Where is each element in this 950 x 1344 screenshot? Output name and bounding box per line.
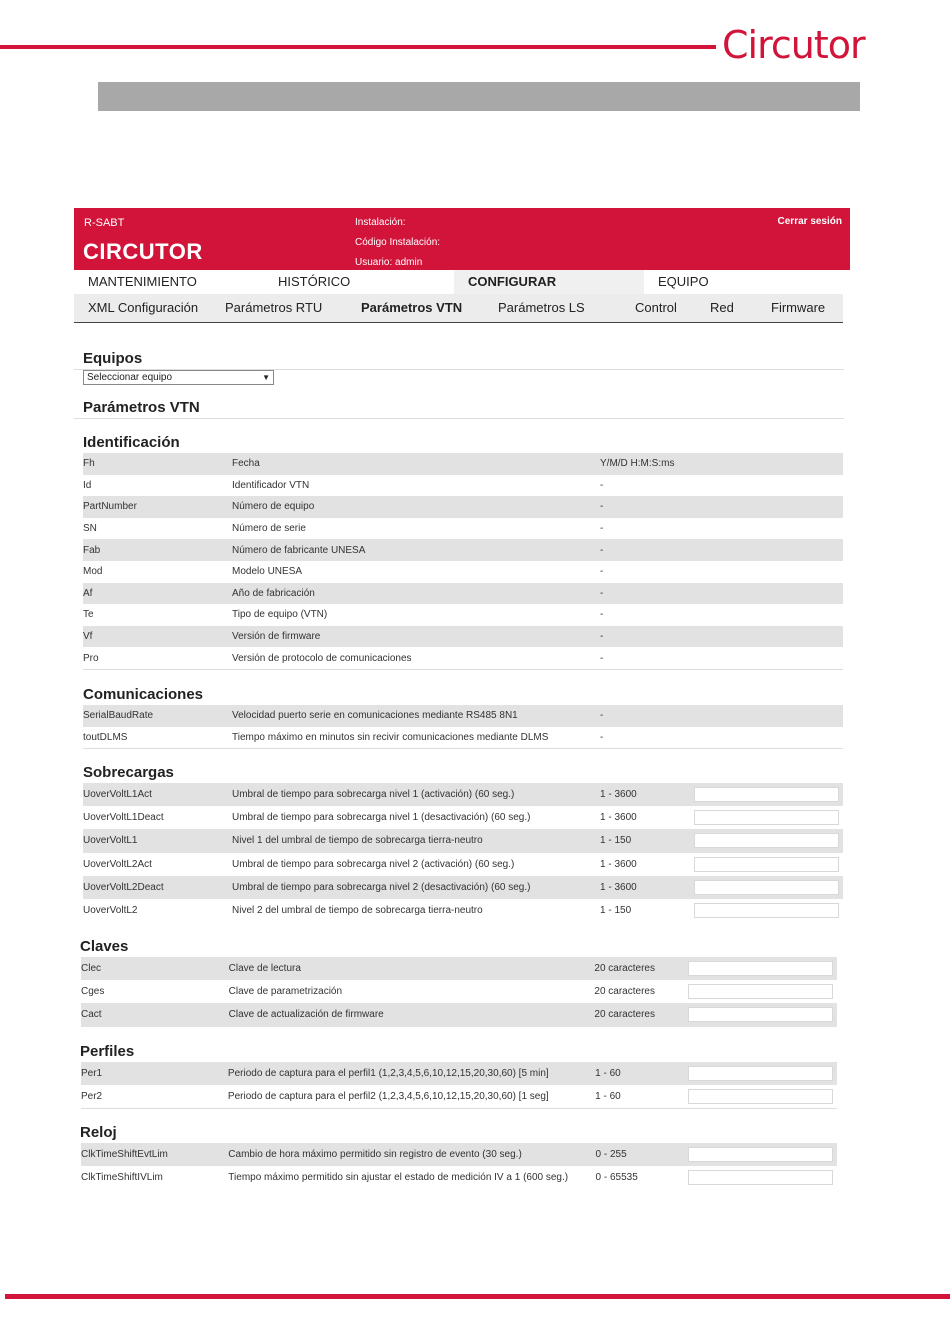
param-value: - [600,705,843,727]
table-row [83,561,843,583]
reloj-table [81,1143,837,1189]
param-value: Y/M/D H:M:S:ms [600,453,843,475]
table-row [81,957,837,980]
param-value: - [600,523,604,535]
param-code: UoverVoltL2Deact [83,876,232,899]
reloj-title: Reloj [80,1124,117,1141]
cges-input[interactable] [688,984,833,999]
param-code: Af [83,583,232,605]
tab-xml-configuracion[interactable]: XML Configuración [88,300,199,315]
table-row [83,783,843,806]
table-row [83,705,843,727]
param-range: 1 - 150 [600,905,632,917]
param-description: Umbral de tiempo para sobrecarga nivel 2 (activación) (60 seg.) [232,858,515,870]
clec-input[interactable] [688,961,833,976]
param-code: SerialBaudRate [83,705,232,727]
table-row [83,727,843,749]
identificacion-title: Identificación [83,434,180,451]
page-title: Parámetros VTN [74,399,844,419]
param-range: 1 - 3600 [600,812,637,824]
param-code: UoverVoltL1 [83,829,232,852]
equipos-section [74,350,844,385]
web-app [74,208,850,323]
param-code: Vf [83,626,232,648]
param-range: 1 - 3600 [600,858,637,870]
param-code: Id [83,479,92,491]
table-row [83,899,843,922]
tab-parametros-rtu[interactable]: Parámetros RTU [225,300,323,315]
claves-table [81,957,837,1027]
param-description: Periodo de captura para el perfil2 (1,2,3,4,5,6,10,12,15,20,30,60) [1 seg] [227,1091,549,1103]
param-description: Umbral de tiempo para sobrecarga nivel 2 (desactivación) (60 seg.) [232,876,600,899]
param-code: Pro [83,652,99,664]
param-range: 0 - 255 [596,1143,689,1166]
param-description: Modelo UNESA [232,566,303,578]
param-value: - [600,583,843,605]
param-description: Número de fabricante UNESA [232,539,600,561]
table-row [83,496,843,518]
param-code: UoverVoltL1Act [83,783,232,806]
table-row [81,1085,837,1109]
param-description: Número de serie [232,523,306,535]
param-code: ClkTimeShiftEvtLim [81,1143,228,1166]
tab-control[interactable]: Control [635,300,677,315]
param-description: Versión de protocolo de comunicaciones [232,652,412,664]
identificacion-section [74,434,844,670]
param-description: Número de equipo [232,496,600,518]
tab-parametros-ls[interactable]: Parámetros LS [498,300,585,315]
uovervoltl1-input[interactable] [694,833,839,848]
installation-code-label: Código Instalación: [355,237,441,248]
param-code: Clec [81,957,229,980]
equipos-title: Equipos [74,350,844,370]
param-code: Per2 [81,1091,103,1103]
param-description: Identificador VTN [232,479,310,491]
perfiles-section [70,1043,840,1109]
param-value: - [600,539,843,561]
comunicaciones-title: Comunicaciones [83,686,204,703]
identificacion-table [83,453,843,670]
table-row [83,876,843,899]
param-description: Clave de parametrización [228,986,343,998]
uovervoltl2act-input[interactable] [694,857,839,872]
chevron-down-icon: ▼ [262,373,270,382]
clktimeshiftivlim-input[interactable] [688,1170,833,1185]
top-red-line [0,45,716,49]
installation-label: Instalación: [355,217,406,228]
table-row [83,539,843,561]
param-code: UoverVoltL2 [83,905,138,917]
param-value: - [600,626,843,648]
circutor-logo: Circutor [722,23,865,67]
menu-historico[interactable]: HISTÓRICO [278,274,351,289]
tab-red[interactable]: Red [710,300,734,315]
param-code: Fh [83,453,232,475]
per1-input[interactable] [688,1066,833,1081]
param-code: Fab [83,539,232,561]
param-value: - [600,566,604,578]
table-row [83,853,843,876]
param-description: Tipo de equipo (VTN) [232,609,328,621]
user-label: Usuario: admin [355,257,423,268]
app-brand: CIRCUTOR [83,239,203,264]
comunicaciones-section [74,686,844,749]
param-code: SN [83,523,97,535]
param-description: Velocidad puerto serie en comunicaciones mediante RS485 8N1 [232,705,600,727]
session-info [355,213,440,273]
comunicaciones-table [83,705,843,749]
param-value: - [600,731,604,743]
equipo-select-value: Seleccionar equipo [87,372,173,383]
table-row [83,583,843,605]
table-row [83,806,843,829]
equipo-select[interactable] [83,370,274,385]
reloj-section [70,1124,840,1189]
uovervoltl2deact-input[interactable] [694,880,839,895]
sobrecargas-section [74,764,844,922]
param-value: - [600,479,604,491]
param-code: Per1 [81,1062,228,1085]
param-range: 20 caracteres [594,1003,688,1026]
param-code: Cact [81,1003,229,1026]
sobrecargas-table [83,783,843,922]
param-description: Umbral de tiempo para sobrecarga nivel 1 (desactivación) (60 seg.) [232,812,531,824]
tab-parametros-vtn[interactable]: Parámetros VTN [361,300,463,315]
gray-banner [98,82,860,111]
sobrecargas-title: Sobrecargas [83,764,174,781]
param-description: Clave de actualización de firmware [229,1003,595,1026]
app-header [74,208,850,270]
uovervoltl2-input[interactable] [694,903,839,918]
param-description: Nivel 1 del umbral de tiempo de sobrecarga tierra-neutro [232,829,600,852]
table-row [81,980,837,1003]
table-row [81,1003,837,1026]
param-description: Umbral de tiempo para sobrecarga nivel 1 (activación) (60 seg.) [232,783,600,806]
param-code: PartNumber [83,496,232,518]
table-row [83,475,843,497]
param-range: 1 - 3600 [600,783,694,806]
param-code: Te [83,609,94,621]
param-range: 0 - 65535 [595,1172,638,1184]
claves-section [70,938,840,1027]
param-code: Mod [83,566,103,578]
param-code: UoverVoltL2Act [83,858,152,870]
clktimeshiftevtlim-input[interactable] [688,1147,833,1162]
menu-mantenimiento[interactable]: MANTENIMIENTO [88,274,197,289]
param-description: Cambio de hora máximo permitido sin registro de evento (30 seg.) [228,1143,595,1166]
param-range: 20 caracteres [594,957,688,980]
uovervoltl1act-input[interactable] [694,787,839,802]
table-row [83,518,843,540]
sub-menu [74,294,843,323]
param-code: ClkTimeShiftIVLim [81,1172,163,1184]
table-row [83,626,843,648]
table-row [83,829,843,852]
main-menu [74,270,850,294]
logout-link[interactable]: Cerrar sesión [777,216,842,227]
bottom-red-line [5,1294,950,1299]
param-description: Versión de firmware [232,626,600,648]
table-row [83,647,843,669]
param-code: UoverVoltL1Deact [83,812,164,824]
table-row [81,1062,837,1085]
per2-input[interactable] [688,1089,833,1104]
page-title-block [74,399,844,419]
table-row [81,1166,837,1189]
perfiles-table [81,1062,837,1109]
param-value: - [600,609,604,621]
cact-input[interactable] [688,1007,833,1022]
param-description: Periodo de captura para el perfil1 (1,2,3,4,5,6,10,12,15,20,30,60) [5 min] [228,1062,595,1085]
claves-title: Claves [80,938,129,955]
table-row [83,604,843,626]
menu-configurar[interactable]: CONFIGURAR [454,270,644,294]
param-description: Clave de lectura [229,957,595,980]
tab-firmware[interactable]: Firmware [771,300,826,315]
param-value: - [600,652,604,664]
param-code: toutDLMS [83,731,128,743]
param-code: Cges [81,986,105,998]
param-description: Tiempo máximo permitido sin ajustar el estado de medición IV a 1 (600 seg.) [228,1172,569,1184]
table-row [81,1143,837,1166]
param-description: Fecha [232,453,600,475]
perfiles-title: Perfiles [80,1043,135,1060]
param-range: 1 - 60 [595,1091,621,1103]
param-range: 20 caracteres [594,986,655,998]
param-range: 1 - 3600 [600,876,694,899]
param-range: 1 - 60 [595,1062,688,1085]
param-description: Nivel 2 del umbral de tiempo de sobrecarga tierra-neutro [232,905,483,917]
param-description: Año de fabricación [232,583,600,605]
uovervoltl1deact-input[interactable] [694,810,839,825]
param-description: Tiempo máximo en minutos sin recivir comunicaciones mediante DLMS [232,731,549,743]
table-row [83,453,843,475]
param-value: - [600,496,843,518]
device-model: R-SABT [84,217,125,229]
param-range: 1 - 150 [600,829,694,852]
menu-equipo[interactable]: EQUIPO [658,274,709,289]
